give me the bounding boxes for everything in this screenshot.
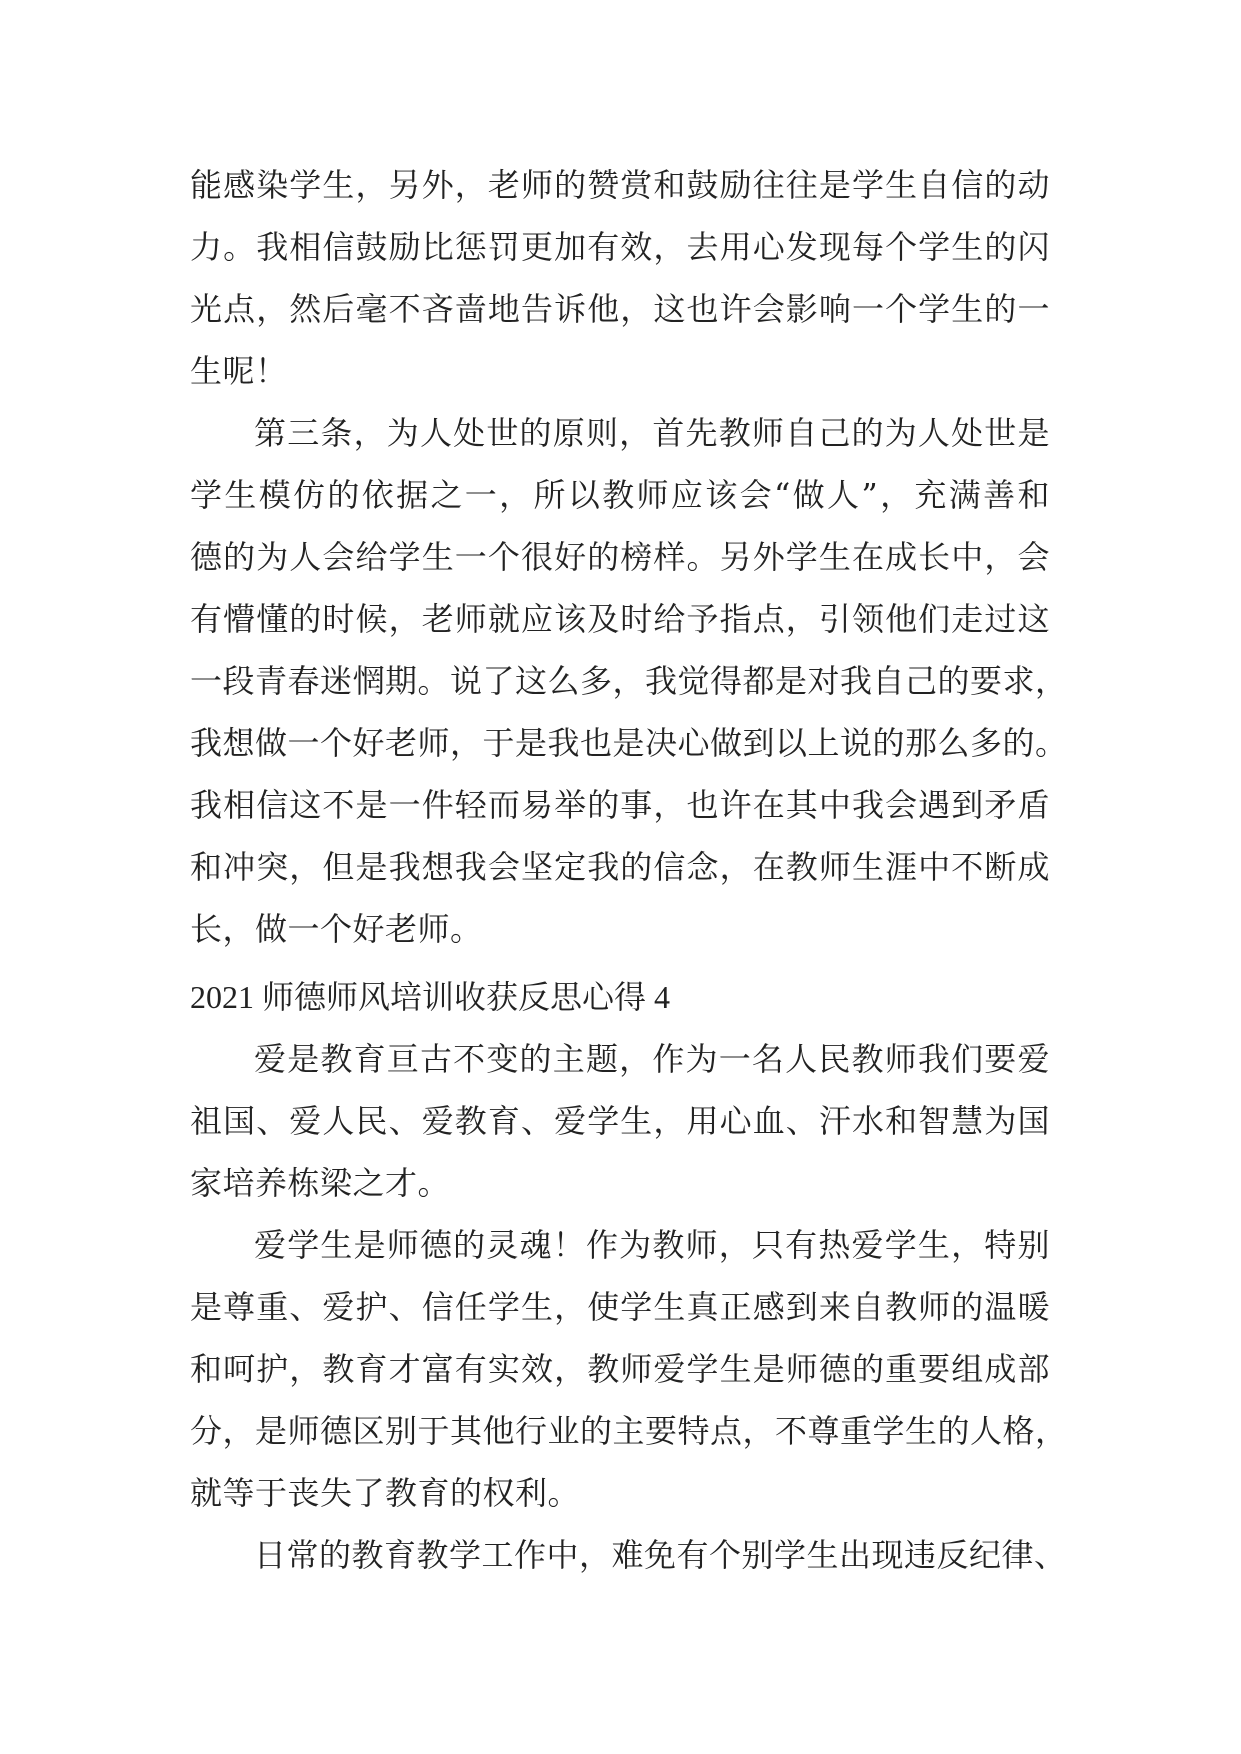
section-heading: 2021 师德师风培训收获反思心得 4 bbox=[190, 979, 671, 1015]
text-line: 家培养栋梁之才。 bbox=[190, 1164, 451, 1202]
paragraph-third-principle bbox=[190, 402, 1068, 960]
text-line: 有懵懂的时候，老师就应该及时给予指点，引领他们走过这 bbox=[190, 600, 1050, 638]
text-line: 日常的教育教学工作中，难免有个别学生出现违反纪律、 bbox=[254, 1536, 1067, 1574]
text-line: 能感染学生，另外，老师的赞赏和鼓励往往是学生自信的动 bbox=[190, 166, 1050, 204]
text-line: 我相信这不是一件轻而易举的事，也许在其中我会遇到矛盾 bbox=[190, 786, 1050, 824]
text-line: 德的为人会给学生一个很好的榜样。另外学生在成长中，会 bbox=[190, 538, 1050, 576]
text-line: 爱是教育亘古不变的主题，作为一名人民教师我们要爱 bbox=[254, 1040, 1050, 1078]
text-line: 光点，然后毫不吝啬地告诉他，这也许会影响一个学生的一 bbox=[190, 290, 1050, 328]
text-line: 爱学生是师德的灵魂！作为教师，只有热爱学生，特别 bbox=[254, 1226, 1050, 1264]
paragraph-love-students bbox=[190, 1214, 1068, 1524]
paragraph-love-theme bbox=[190, 1028, 1050, 1214]
text-line: 是尊重、爱护、信任学生，使学生真正感到来自教师的温暖 bbox=[190, 1288, 1050, 1326]
text-line: 就等于丧失了教育的权利。 bbox=[190, 1474, 581, 1512]
text-line: 一段青春迷惘期。说了这么多，我觉得都是对我自己的要求， bbox=[190, 662, 1068, 700]
text-line: 第三条，为人处世的原则，首先教师自己的为人处世是 bbox=[254, 414, 1050, 452]
paragraph-continuation bbox=[190, 154, 1050, 402]
text-line: 和呵护，教育才富有实效，教师爱学生是师德的重要组成部 bbox=[190, 1350, 1050, 1388]
text-line: 力。我相信鼓励比惩罚更加有效，去用心发现每个学生的闪 bbox=[190, 228, 1050, 266]
text-line: 长，做一个好老师。 bbox=[190, 910, 483, 948]
text-line: 祖国、爱人民、爱教育、爱学生，用心血、汗水和智慧为国 bbox=[190, 1102, 1050, 1140]
text-line: 生呢！ bbox=[190, 352, 288, 390]
text-line: 我想做一个好老师，于是我也是决心做到以上说的那么多的。 bbox=[190, 724, 1068, 762]
text-line: 学生模仿的依据之一，所以教师应该会“做人”，充满善和 bbox=[190, 476, 1050, 514]
text-line: 分，是师德区别于其他行业的主要特点，不尊重学生的人格， bbox=[190, 1412, 1068, 1450]
text-line: 和冲突，但是我想我会坚定我的信念，在教师生涯中不断成 bbox=[190, 848, 1050, 886]
paragraph-daily-teaching bbox=[190, 1524, 1067, 1586]
